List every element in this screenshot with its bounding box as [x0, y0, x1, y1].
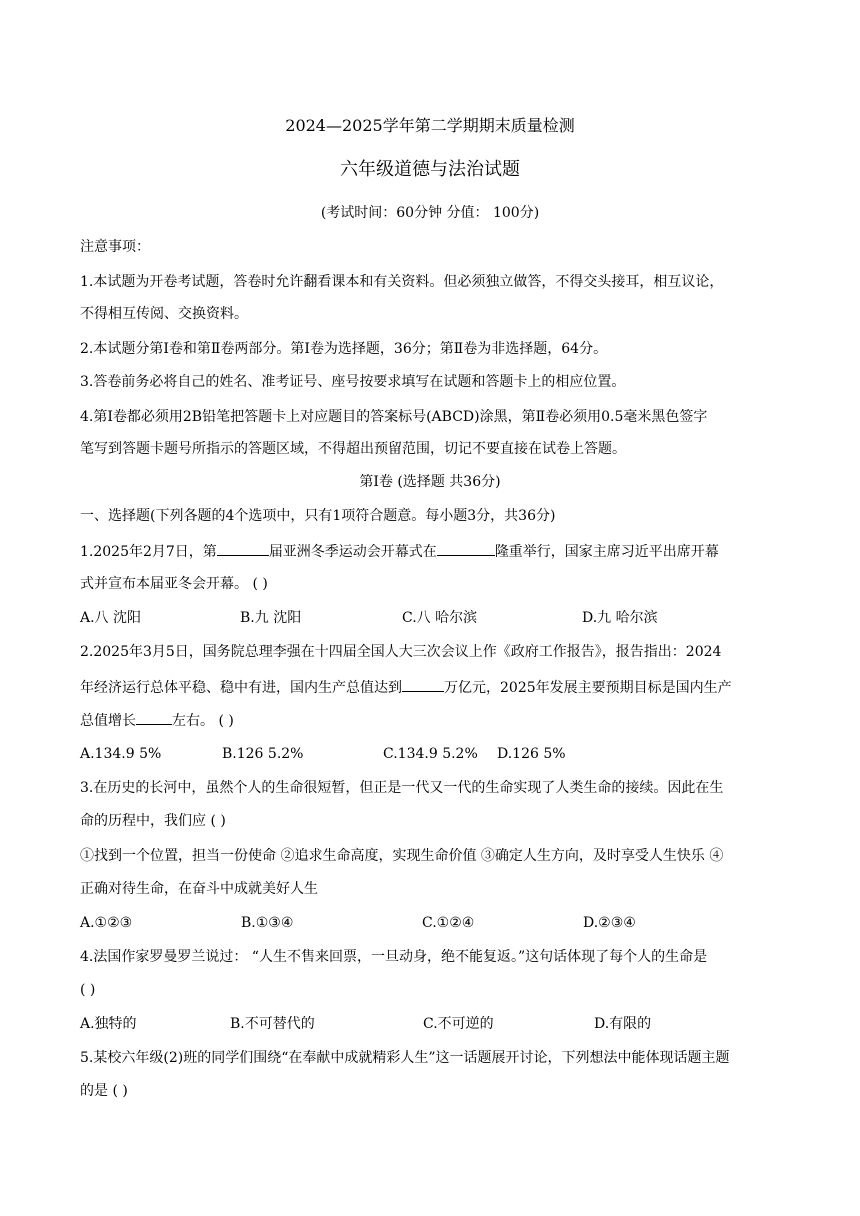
- q2-text-c: 总值增长: [80, 713, 136, 729]
- exam-subtitle: 六年级道德与法治试题: [340, 159, 520, 180]
- exam-info: (考试时间：60分钟 分值： 100分): [320, 205, 540, 221]
- q2-option-d: D.126 5%: [497, 746, 566, 762]
- q1-text-b: 届亚洲冬季运动会开幕式在: [268, 544, 437, 560]
- question-3: 3.在历史的长河中，虽然个人的生命很短暂，但正是一代又一代的生命实现了人类生命的接续。因此在生: [80, 780, 724, 796]
- q1-option-b: B.九 沈阳: [240, 610, 302, 626]
- q2-text-b: 万亿元，2025年发展主要预期目标是国内生产: [444, 680, 732, 696]
- q3-option-a: A.①②③: [80, 915, 133, 931]
- question-4-cont: ( ): [80, 982, 96, 998]
- q4-option-d: D.有限的: [594, 1016, 652, 1032]
- q3-option-b: B.①③④: [241, 915, 294, 931]
- q4-option-a: A.独特的: [80, 1016, 137, 1032]
- q2-blank-1: [402, 677, 444, 692]
- section-title: 第Ⅰ卷 (选择题 共36分): [359, 474, 501, 490]
- q2-text-a: 年经济运行总体平稳、稳中有进，国内生产总值达到: [80, 680, 402, 696]
- question-1-cont: 式并宣布本届亚冬会开幕。 ( ): [80, 576, 268, 592]
- section-instruction: 一、选择题(下列各题的4个选项中，只有1项符合题意。每小题3分，共36分): [80, 508, 556, 524]
- note-4: 4.第Ⅰ卷都必须用2B铅笔把答题卡上对应题目的答案标号(ABCD)涂黑，第Ⅱ卷必须用0.5毫米黑色签字: [80, 409, 708, 425]
- q1-blank-2: [437, 541, 495, 556]
- note-3: 3.答卷前务必将自己的姓名、准考证号、座号按要求填写在试题和答题卡上的相应位置。: [80, 374, 626, 390]
- exam-title: 2024—2025学年第二学期期末质量检测: [285, 116, 575, 135]
- note-1-cont: 不得相互传阅、交换资料。: [80, 306, 248, 322]
- question-3-cont: 命的历程中，我们应 ( ): [80, 813, 226, 829]
- q3-option-d: D.②③④: [583, 915, 636, 931]
- question-5: 5.某校六年级(2)班的同学们围绕“在奉献中成就精彩人生”这一话题展开讨论，下列想法中能体现话题主题: [80, 1050, 730, 1066]
- q1-blank-1: [217, 541, 269, 556]
- q4-option-b: B.不可替代的: [230, 1016, 315, 1032]
- question-1: [80, 541, 719, 562]
- question-5-cont: 的是 ( ): [80, 1083, 128, 1099]
- note-1: 1.本试题为开卷考试题，答卷时允许翻看课本和有关资料。但必须独立做答，不得交头接耳，相互议论，: [80, 274, 724, 290]
- q2-option-b: B.126 5.2%: [222, 746, 304, 762]
- question-2-cont: [80, 677, 732, 698]
- q3-option-c: C.①②④: [422, 915, 475, 931]
- q2-option-c: C.134.9 5.2%: [383, 746, 478, 762]
- q2-text-d: 左右。 ( ): [172, 713, 234, 729]
- q1-text-a: 1.2025年2月7日，第: [80, 544, 217, 560]
- note-2: 2.本试题分第Ⅰ卷和第Ⅱ卷两部分。第Ⅰ卷为选择题，36分；第Ⅱ卷为非选择题，64分。: [80, 341, 608, 357]
- question-3-statements-cont: 正确对待生命，在奋斗中成就美好人生: [80, 881, 318, 897]
- note-4-cont: 笔写到答题卡题号所指示的答题区域，不得超出预留范围，切记不要直接在试卷上答题。: [80, 441, 626, 457]
- q4-option-c: C.不可逆的: [423, 1016, 494, 1032]
- q1-text-c: 隆重举行，国家主席习近平出席开幕: [494, 544, 719, 560]
- q2-option-a: A.134.9 5%: [80, 746, 162, 762]
- question-2: 2.2025年3月5日，国务院总理李强在十四届全国人大三次会议上作《政府工作报告》，报告指出：2024: [80, 644, 722, 660]
- q2-blank-2: [136, 710, 172, 725]
- question-3-statements: ①找到一个位置，担当一份使命 ②追求生命高度，实现生命价值 ③确定人生方向，及时享受人生快乐 ④: [80, 848, 724, 864]
- notes-heading: 注意事项：: [80, 239, 150, 255]
- q1-option-d: D.九 哈尔滨: [582, 610, 658, 626]
- q1-option-c: C.八 哈尔滨: [402, 610, 478, 626]
- question-2-cont2: [80, 710, 234, 731]
- question-4: 4.法国作家罗曼罗兰说过： “人生不售来回票，一旦动身，绝不能复返。”这句话体现了每个人的生命是: [80, 949, 708, 965]
- q1-option-a: A.八 沈阳: [80, 610, 142, 626]
